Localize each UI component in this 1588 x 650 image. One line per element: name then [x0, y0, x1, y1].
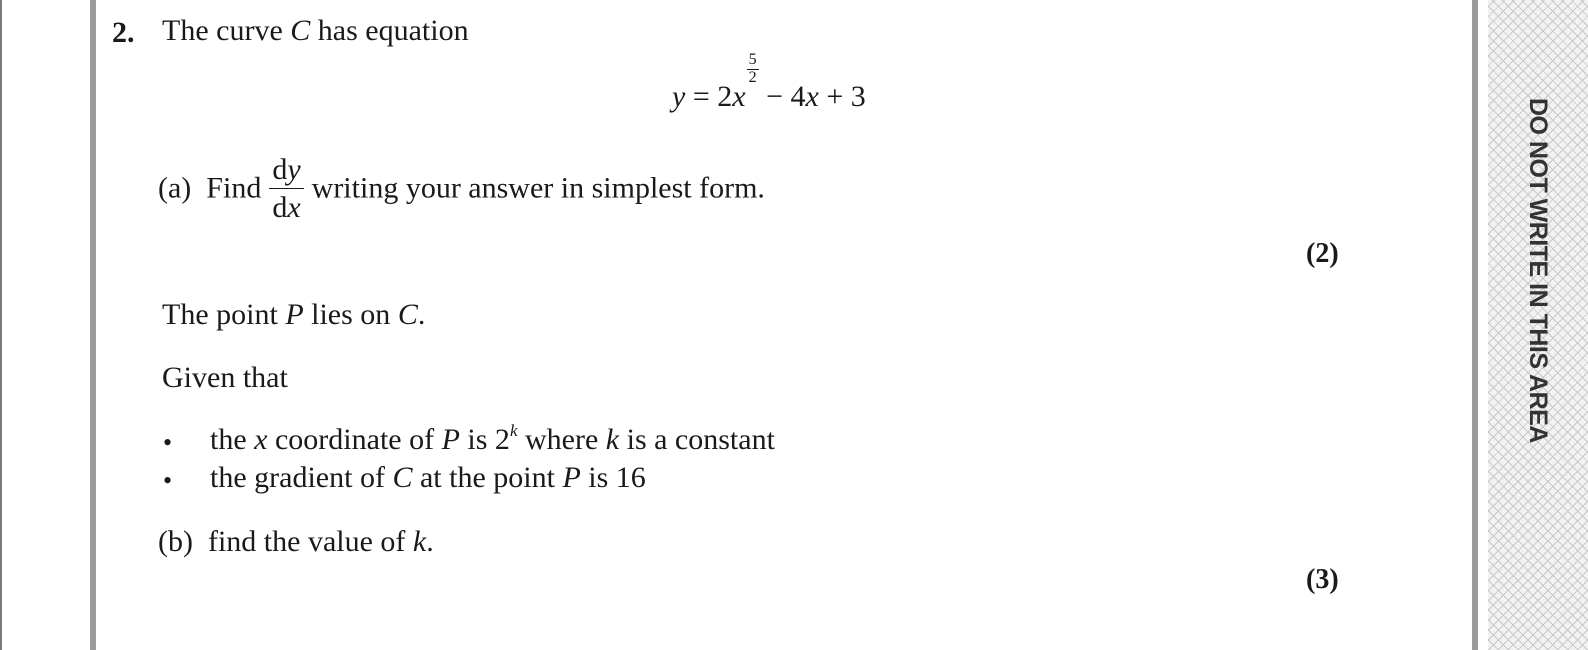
exponent-fraction: $\frac{5}{2}$ [748, 51, 757, 86]
margin-notice: DO NOT WRITE IN THIS AREA [1524, 98, 1552, 443]
part-a-label: (a) [158, 171, 192, 205]
dy-dx-fraction: $\frac{dy}{dx}$ [269, 153, 303, 224]
given-that: Given that [162, 361, 288, 394]
bullet-x-coordinate: the x coordinate of P is 2$^k$ where k is a constant [210, 421, 775, 456]
bullet-symbol: • [163, 428, 173, 457]
left-margin-bar [90, 0, 96, 650]
part-b-marks: (3) [1306, 564, 1339, 595]
part-a: (a) Find $\frac{dy}{dx}$ writing your answer in simplest form. [158, 153, 765, 224]
part-b-label: (b) [158, 525, 193, 558]
bullet-symbol: • [163, 466, 173, 495]
point-statement: The point P lies on C. [162, 298, 426, 331]
bullet-gradient: the gradient of C at the point P is 16 [210, 461, 646, 494]
part-a-marks: (2) [1306, 238, 1339, 269]
question-intro: The curve C has equation [162, 14, 469, 47]
curve-equation: y = 2x $\frac{5}{2}$ − 4x + 3 [672, 51, 866, 113]
question-number: 2. [112, 16, 135, 49]
page-edge [0, 0, 2, 650]
right-margin-bar [1472, 0, 1478, 650]
part-b: (b) find the value of k. [158, 525, 434, 558]
